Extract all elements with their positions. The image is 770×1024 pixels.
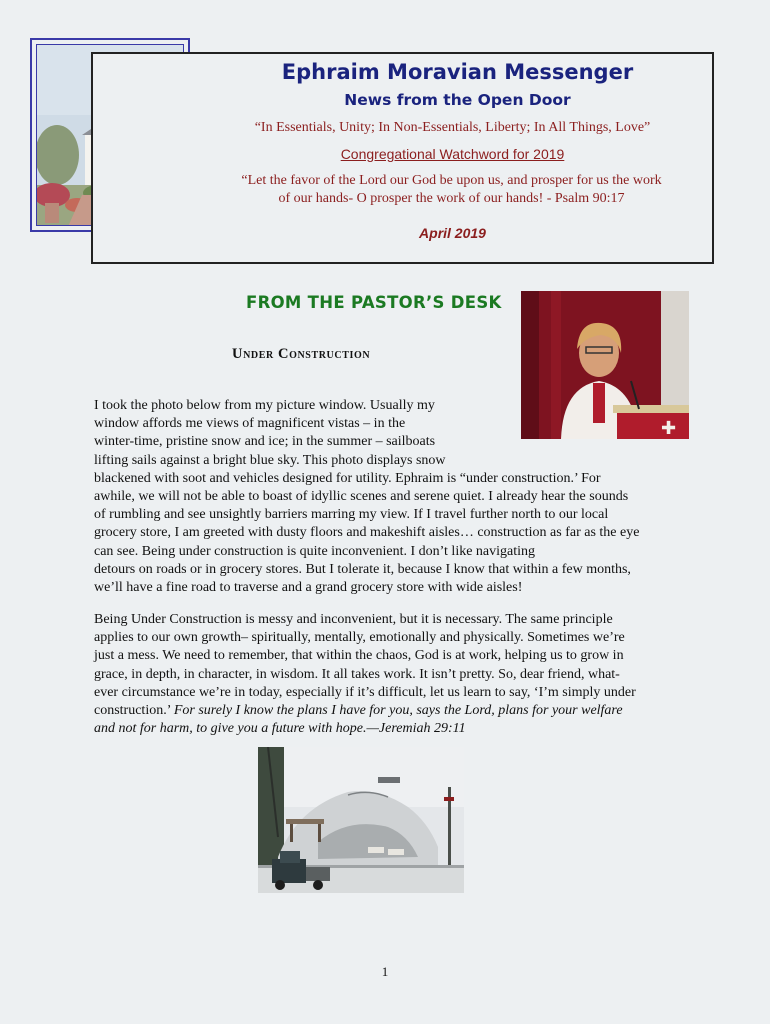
article-title: Under Construction [232,346,371,362]
construction-photo [258,747,464,893]
paragraph-line: we’ll have a fine road to traverse and a grand grocery store with wide aisles! [94,580,523,596]
paragraph-line: blackened with soot and vehicles designed for utility. Ephraim is “under construction.’ For [94,470,601,486]
scripture-quote: For surely I know the plans I have for you, says the Lord, plans for your welfare [173,703,623,719]
paragraph-line: I took the photo below from my picture window. Usually my [94,398,435,413]
paragraph-line: lifting sails against a bright blue sky. This photo displays snow [94,452,446,468]
watchword-text [193,172,710,208]
paragraph-line: just a mess. We need to remember, that within the chaos, God is at work, helping us to grow in [94,648,624,664]
masthead [91,52,714,264]
svg-text:✚: ✚ [661,418,677,439]
paragraph-text: construction.’ [94,703,174,719]
paragraph-line [94,702,636,720]
article-paragraph-2 [94,611,636,738]
construction-photo-image [258,747,464,893]
watchword-line-2: of our hands- O prosper the work of our hands! - Psalm 90:17 [278,191,625,206]
paragraph-line: awhile, we will not be able to boast of idyllic scenes and serene quiet. I already hear the sounds [94,489,629,505]
section-heading: FROM THE PASTOR’S DESK [246,293,502,312]
watchword-heading: Congregational Watchword for 2019 [340,146,565,162]
paragraph-line: detours on roads or in grocery stores. But I tolerate it, because I know that within a few months, [94,561,631,577]
newsletter-title: Ephraim Moravian Messenger [281,60,634,84]
article-paragraph-1 [94,397,639,597]
paragraph-line: grocery store, I am greeted with dusty floors and makeshift aisles… construction as far as the eye [94,525,640,541]
paragraph-line: grace, in depth, in character, in wisdom. It all takes work. It isn’t pretty. So, dear friend, what- [94,666,620,682]
watchword-line-1: “Let the favor of the Lord our God be upon us, and prosper for us the work [241,173,662,188]
scripture-quote: and not for harm, to give you a future with hope.—Jeremiah 29:11 [94,721,466,737]
paragraph-line: Being Under Construction is messy and inconvenient, but it is necessary. The same principle [94,612,613,627]
paragraph-line: ever circumstance we’re in today, especially if it’s difficult, let us learn to say, ‘I’m simply under [94,684,636,700]
paragraph-line: of rumbling and see unsightly barriers marring my view. If I travel further north to our local [94,507,609,523]
paragraph-line: can see. Being under construction is quite inconvenient. I don’t like navigating [94,543,536,559]
motto: “In Essentials, Unity; In Non-Essentials, Liberty; In All Things, Love” [254,120,651,135]
issue-date: April 2019 [419,225,486,241]
paragraph-line: window affords me views of magnificent vistas – in the [94,416,406,432]
newsletter-subtitle: News from the Open Door [344,91,571,109]
paragraph-line: winter-time, pristine snow and ice; in the summer – sailboats [94,434,436,450]
paragraph-line: applies to our own growth– spiritually, mentally, emotionally and physically. Sometimes we’re [94,630,625,646]
page-number: 1 [381,964,389,979]
